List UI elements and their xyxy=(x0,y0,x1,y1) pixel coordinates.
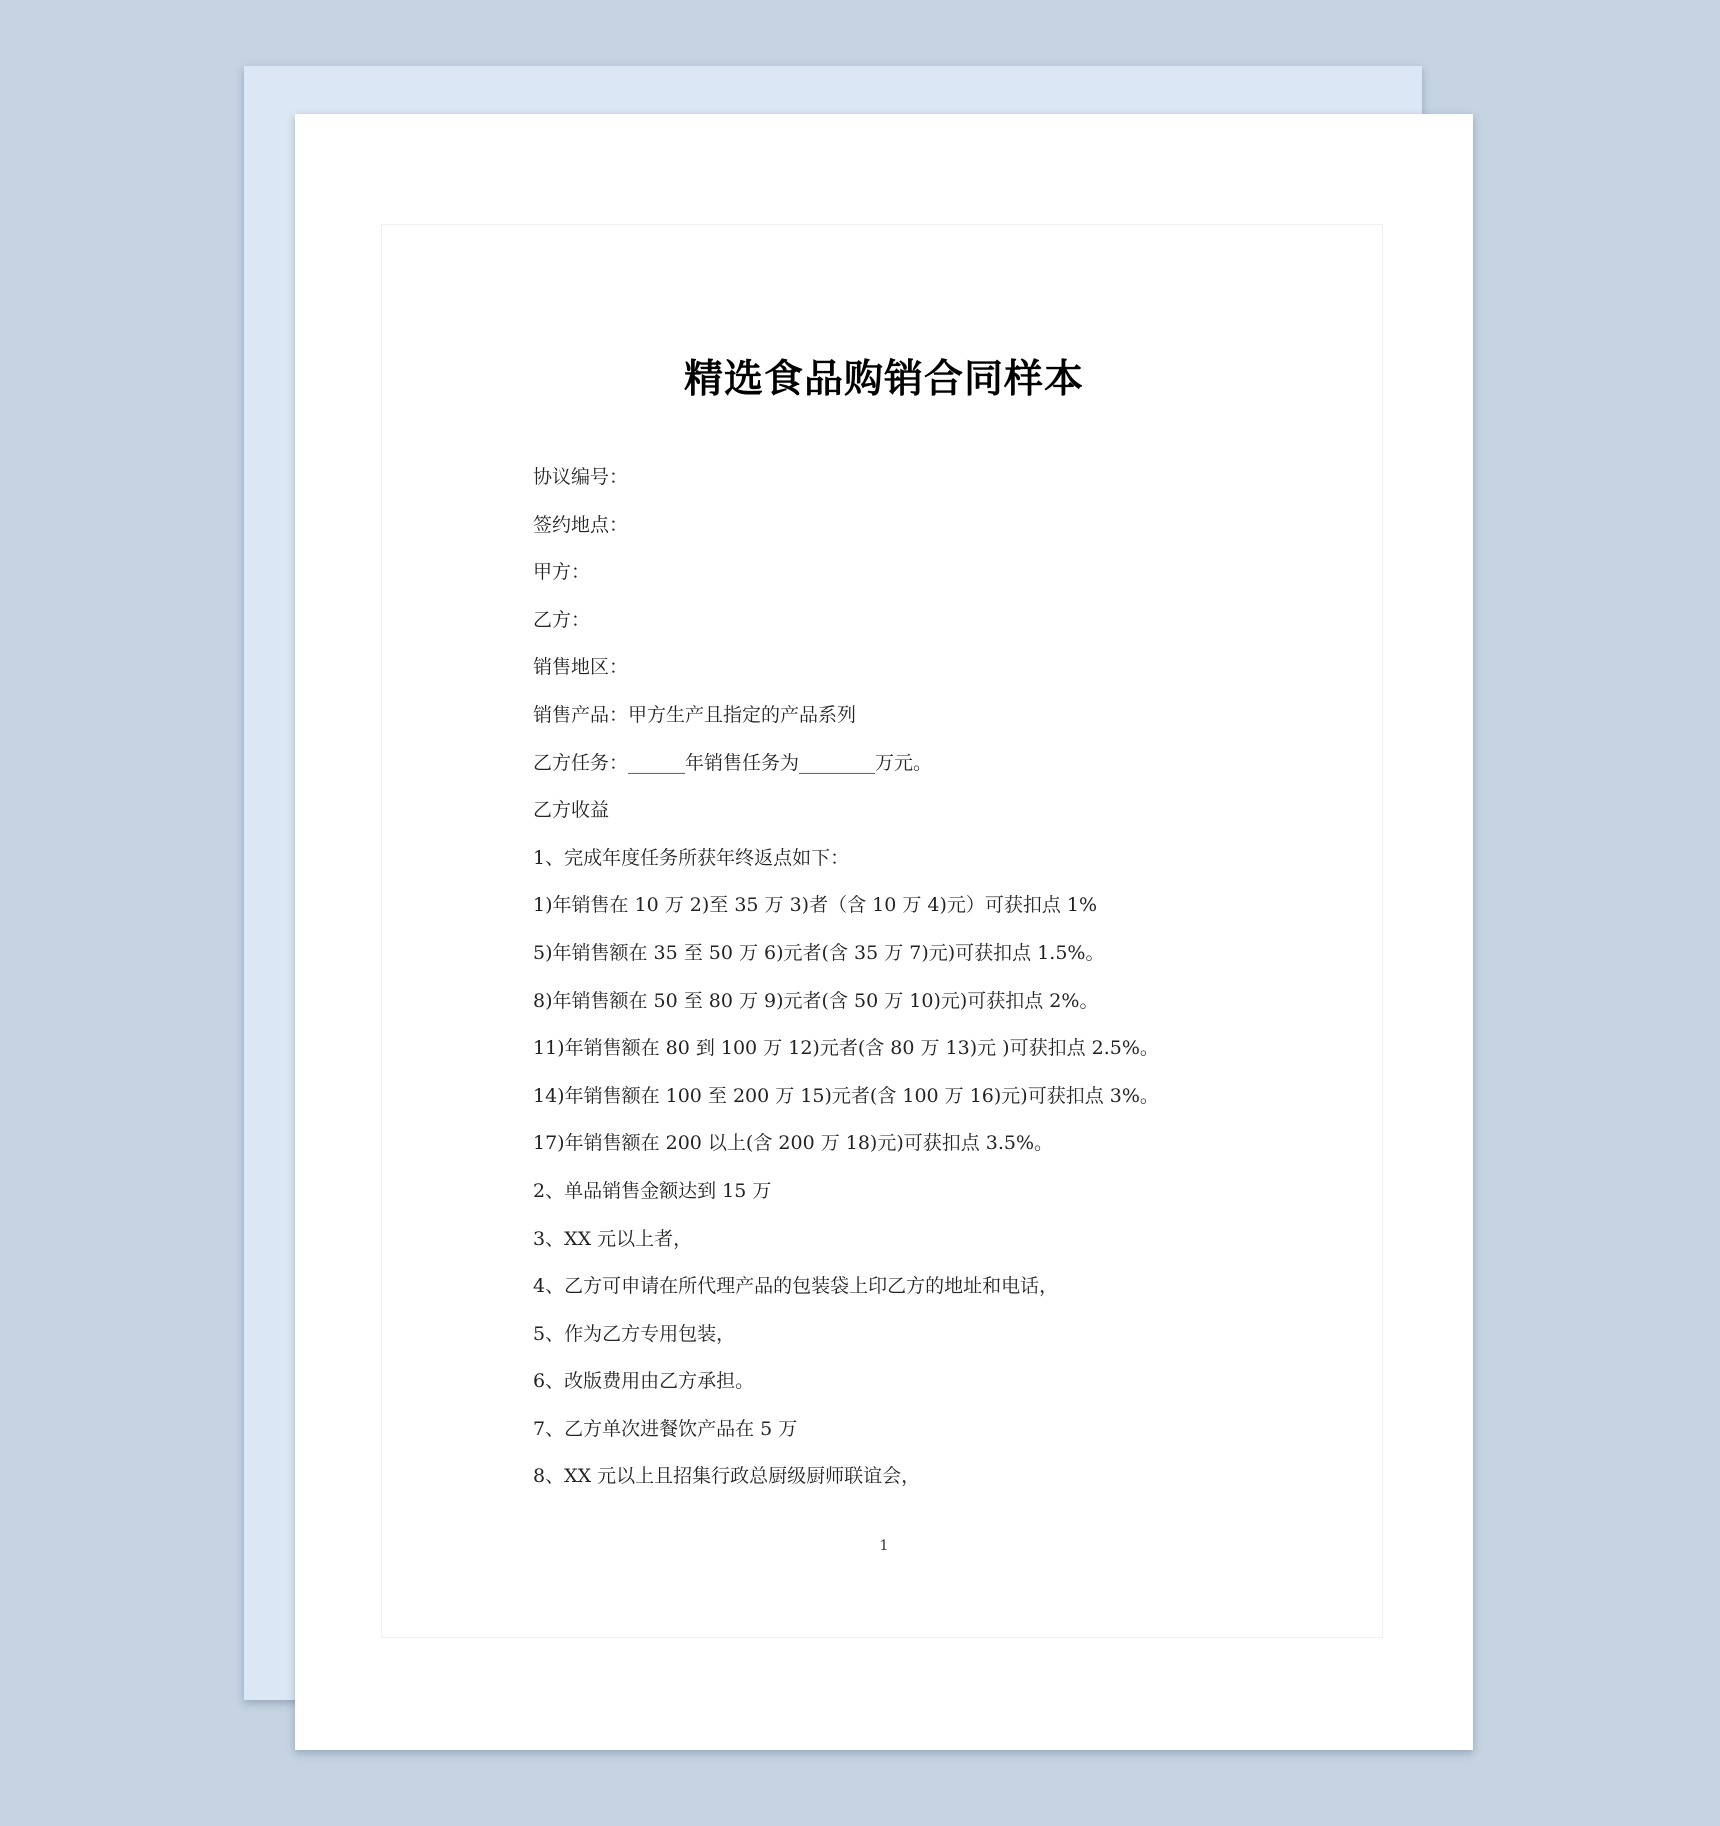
body-line-clause-3: 3、XX 元以上者， xyxy=(533,1227,693,1250)
body-line-clause-4: 4、乙方可申请在所代理产品的包装袋上印乙方的地址和电话， xyxy=(533,1275,1059,1298)
body-line-party-b-task: 乙方任务：______年销售任务为________万元。 xyxy=(533,751,933,774)
body-line-clause-2: 2、单品销售金额达到 15 万 xyxy=(533,1179,772,1202)
body-line-tier-2: 5)年销售额在 35 至 50 万 6)元者(含 35 万 7)元)可获扣点 1.5%。 xyxy=(533,941,1105,964)
body-line-tier-3: 8)年销售额在 50 至 80 万 9)元者(含 50 万 10)元)可获扣点 2%。 xyxy=(533,989,1099,1012)
body-line-sales-region: 销售地区： xyxy=(533,656,629,679)
body-line-tier-4: 11)年销售额在 80 到 100 万 12)元者(含 80 万 13)元 )可获扣点 2.5%。 xyxy=(533,1037,1159,1060)
body-line-agreement-number: 协议编号： xyxy=(533,466,629,488)
body-line-party-a: 甲方： xyxy=(533,561,591,584)
document-page xyxy=(295,114,1473,1750)
document-body xyxy=(533,454,1333,1501)
body-line-tier-5: 14)年销售额在 100 至 200 万 15)元者(含 100 万 16)元)可获扣点 3%。 xyxy=(533,1084,1159,1107)
document-title: 精选食品购销合同样本 xyxy=(683,357,1084,402)
body-line-clause-8: 8、XX 元以上且招集行政总厨级厨师联谊会， xyxy=(533,1465,921,1488)
body-line-clause-5: 5、作为乙方专用包装， xyxy=(533,1322,736,1345)
body-line-tier-1: 1)年销售在 10 万 2)至 35 万 3)者（含 10 万 4)元）可获扣点 1% xyxy=(533,894,1098,917)
body-line-party-b-revenue: 乙方收益 xyxy=(533,799,610,822)
body-line-tier-6: 17)年销售额在 200 以上(含 200 万 18)元)可获扣点 3.5%。 xyxy=(533,1132,1054,1155)
body-line-sales-product: 销售产品：甲方生产且指定的产品系列 xyxy=(533,703,857,726)
body-line-signing-location: 签约地点： xyxy=(533,513,629,536)
body-line-clause-1: 1、完成年度任务所获年终返点如下： xyxy=(533,846,850,869)
body-line-clause-6: 6、改版费用由乙方承担。 xyxy=(533,1370,755,1393)
page-number: 1 xyxy=(879,1538,889,1554)
body-line-party-b: 乙方： xyxy=(533,608,591,631)
body-line-clause-7: 7、乙方单次进餐饮产品在 5 万 xyxy=(533,1417,798,1440)
